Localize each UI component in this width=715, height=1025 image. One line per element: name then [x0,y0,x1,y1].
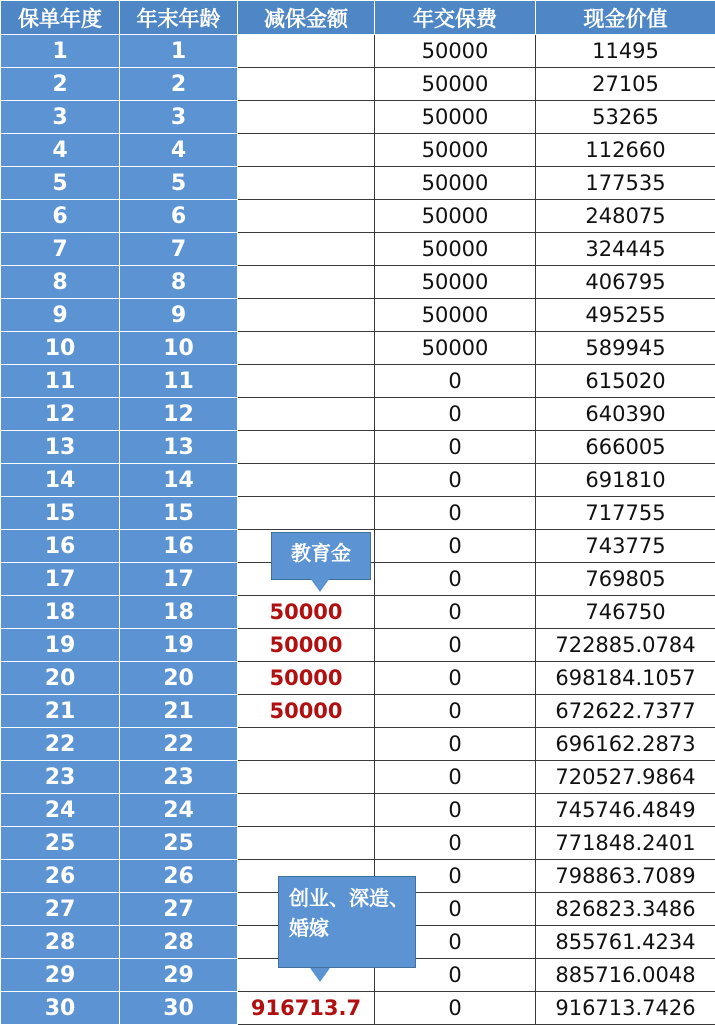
cell-age: 15 [120,497,238,530]
cell-cash-value: 698184.1057 [536,662,715,695]
table-row [1,827,715,860]
cell-reduction-amount: 50000 [238,662,375,695]
cell-cash-value: 406795 [536,266,715,299]
cell-policy-year: 9 [1,299,120,332]
cell-cash-value: 826823.3486 [536,893,715,926]
cell-policy-year: 11 [1,365,120,398]
cell-cash-value: 672622.7377 [536,695,715,728]
cell-policy-year: 23 [1,761,120,794]
cell-cash-value: 885716.0048 [536,959,715,992]
cell-cash-value: 696162.2873 [536,728,715,761]
cell-annual-premium: 0 [375,596,536,629]
education-callout-label: 教育金 [291,541,351,565]
cell-reduction-amount [238,497,375,530]
cell-cash-value: 745746.4849 [536,794,715,827]
cell-annual-premium: 0 [375,860,536,893]
cell-annual-premium: 0 [375,431,536,464]
cell-age: 7 [120,233,238,266]
cell-cash-value: 855761.4234 [536,926,715,959]
cell-policy-year: 15 [1,497,120,530]
cell-age: 5 [120,167,238,200]
cell-age: 13 [120,431,238,464]
cell-age: 11 [120,365,238,398]
table-row [1,365,715,398]
cell-policy-year: 26 [1,860,120,893]
cell-reduction-amount [238,431,375,464]
cell-age: 24 [120,794,238,827]
cell-age: 1 [120,35,238,68]
table-row [1,332,715,365]
education-callout [271,532,371,580]
cell-annual-premium: 0 [375,827,536,860]
cell-age: 26 [120,860,238,893]
cell-cash-value: 177535 [536,167,715,200]
cell-age: 16 [120,530,238,563]
cell-annual-premium: 0 [375,959,536,992]
career-callout-arrow [310,968,330,982]
cell-reduction-amount: 50000 [238,629,375,662]
header-cash-value: 现金价值 [536,1,715,35]
cell-age: 19 [120,629,238,662]
cell-policy-year: 24 [1,794,120,827]
cell-annual-premium: 0 [375,893,536,926]
table-row [1,992,715,1025]
cell-cash-value: 11495 [536,35,715,68]
cell-reduction-amount [238,299,375,332]
education-callout-arrow [310,578,330,592]
header-reduction-amount: 减保金额 [238,1,375,35]
cell-policy-year: 21 [1,695,120,728]
table-row [1,200,715,233]
cell-policy-year: 14 [1,464,120,497]
cell-annual-premium: 0 [375,761,536,794]
cell-annual-premium: 0 [375,365,536,398]
cell-cash-value: 798863.7089 [536,860,715,893]
table-row [1,398,715,431]
table-row [1,497,715,530]
cell-reduction-amount [238,761,375,794]
cell-annual-premium: 0 [375,464,536,497]
cell-annual-premium: 50000 [375,332,536,365]
table-row [1,68,715,101]
cell-cash-value: 615020 [536,365,715,398]
table-row [1,662,715,695]
career-callout [278,876,416,968]
cell-policy-year: 13 [1,431,120,464]
cell-annual-premium: 0 [375,926,536,959]
cell-policy-year: 5 [1,167,120,200]
cell-age: 27 [120,893,238,926]
cell-policy-year: 27 [1,893,120,926]
cell-cash-value: 771848.2401 [536,827,715,860]
cell-annual-premium: 0 [375,992,536,1025]
cell-reduction-amount: 916713.7 [238,992,375,1025]
cell-reduction-amount [238,35,375,68]
cell-policy-year: 3 [1,101,120,134]
cell-annual-premium: 50000 [375,266,536,299]
cell-reduction-amount: 50000 [238,596,375,629]
cell-reduction-amount [238,266,375,299]
cell-policy-year: 16 [1,530,120,563]
cell-policy-year: 8 [1,266,120,299]
cell-age: 3 [120,101,238,134]
header-age: 年末年龄 [120,1,238,35]
cell-age: 20 [120,662,238,695]
cell-cash-value: 112660 [536,134,715,167]
cell-age: 18 [120,596,238,629]
cell-policy-year: 1 [1,35,120,68]
cell-annual-premium: 50000 [375,134,536,167]
cell-policy-year: 7 [1,233,120,266]
cell-age: 30 [120,992,238,1025]
table-row [1,728,715,761]
cell-reduction-amount [238,233,375,266]
table-row [1,299,715,332]
cell-policy-year: 12 [1,398,120,431]
cell-annual-premium: 0 [375,728,536,761]
cell-cash-value: 916713.7426 [536,992,715,1025]
cell-annual-premium: 0 [375,530,536,563]
table-row [1,35,715,68]
cell-annual-premium: 50000 [375,299,536,332]
table-row [1,266,715,299]
cell-annual-premium: 0 [375,629,536,662]
cell-cash-value: 53265 [536,101,715,134]
cell-policy-year: 10 [1,332,120,365]
cell-cash-value: 769805 [536,563,715,596]
cell-policy-year: 22 [1,728,120,761]
cell-age: 8 [120,266,238,299]
cell-reduction-amount [238,332,375,365]
cell-reduction-amount [238,794,375,827]
cell-policy-year: 4 [1,134,120,167]
cell-age: 12 [120,398,238,431]
table-row [1,761,715,794]
cell-policy-year: 29 [1,959,120,992]
cell-policy-year: 28 [1,926,120,959]
cell-reduction-amount [238,365,375,398]
cell-reduction-amount [238,728,375,761]
cell-cash-value: 324445 [536,233,715,266]
cell-cash-value: 743775 [536,530,715,563]
table-row [1,695,715,728]
cell-age: 17 [120,563,238,596]
cell-age: 9 [120,299,238,332]
cell-cash-value: 27105 [536,68,715,101]
cell-annual-premium: 50000 [375,35,536,68]
cell-annual-premium: 0 [375,695,536,728]
cell-reduction-amount [238,827,375,860]
cell-cash-value: 248075 [536,200,715,233]
cell-age: 22 [120,728,238,761]
cell-age: 14 [120,464,238,497]
cell-age: 6 [120,200,238,233]
cell-cash-value: 691810 [536,464,715,497]
table-row [1,794,715,827]
cell-reduction-amount [238,134,375,167]
cell-policy-year: 25 [1,827,120,860]
cell-policy-year: 30 [1,992,120,1025]
cell-cash-value: 722885.0784 [536,629,715,662]
table-row [1,431,715,464]
cell-cash-value: 717755 [536,497,715,530]
cell-reduction-amount [238,464,375,497]
cell-age: 4 [120,134,238,167]
cell-policy-year: 2 [1,68,120,101]
cell-annual-premium: 0 [375,563,536,596]
cell-annual-premium: 50000 [375,68,536,101]
cell-cash-value: 666005 [536,431,715,464]
cell-age: 25 [120,827,238,860]
cell-age: 29 [120,959,238,992]
cell-age: 2 [120,68,238,101]
cell-cash-value: 589945 [536,332,715,365]
header-annual-premium: 年交保费 [375,1,536,35]
cell-policy-year: 20 [1,662,120,695]
cell-policy-year: 18 [1,596,120,629]
header-row [1,1,715,35]
cell-annual-premium: 0 [375,398,536,431]
cell-annual-premium: 0 [375,794,536,827]
cell-cash-value: 720527.9864 [536,761,715,794]
cell-age: 21 [120,695,238,728]
career-callout-line1: 创业、深造、 [289,883,415,913]
table-row [1,167,715,200]
cell-annual-premium: 50000 [375,167,536,200]
career-callout-line2: 婚嫁 [289,913,415,943]
cell-reduction-amount [238,68,375,101]
cell-reduction-amount: 50000 [238,695,375,728]
header-policy-year: 保单年度 [1,1,120,35]
table-row [1,233,715,266]
table-row [1,596,715,629]
cell-policy-year: 19 [1,629,120,662]
cell-reduction-amount [238,398,375,431]
cell-annual-premium: 50000 [375,233,536,266]
table-row [1,464,715,497]
table-row [1,134,715,167]
cell-annual-premium: 50000 [375,200,536,233]
cell-cash-value: 495255 [536,299,715,332]
table-row [1,101,715,134]
cell-age: 28 [120,926,238,959]
cell-reduction-amount [238,167,375,200]
cell-policy-year: 17 [1,563,120,596]
cell-reduction-amount [238,101,375,134]
cell-annual-premium: 50000 [375,101,536,134]
table-row [1,629,715,662]
cell-annual-premium: 0 [375,497,536,530]
cell-annual-premium: 0 [375,662,536,695]
cell-reduction-amount [238,200,375,233]
cell-age: 10 [120,332,238,365]
cell-cash-value: 640390 [536,398,715,431]
cell-age: 23 [120,761,238,794]
cell-cash-value: 746750 [536,596,715,629]
cell-policy-year: 6 [1,200,120,233]
